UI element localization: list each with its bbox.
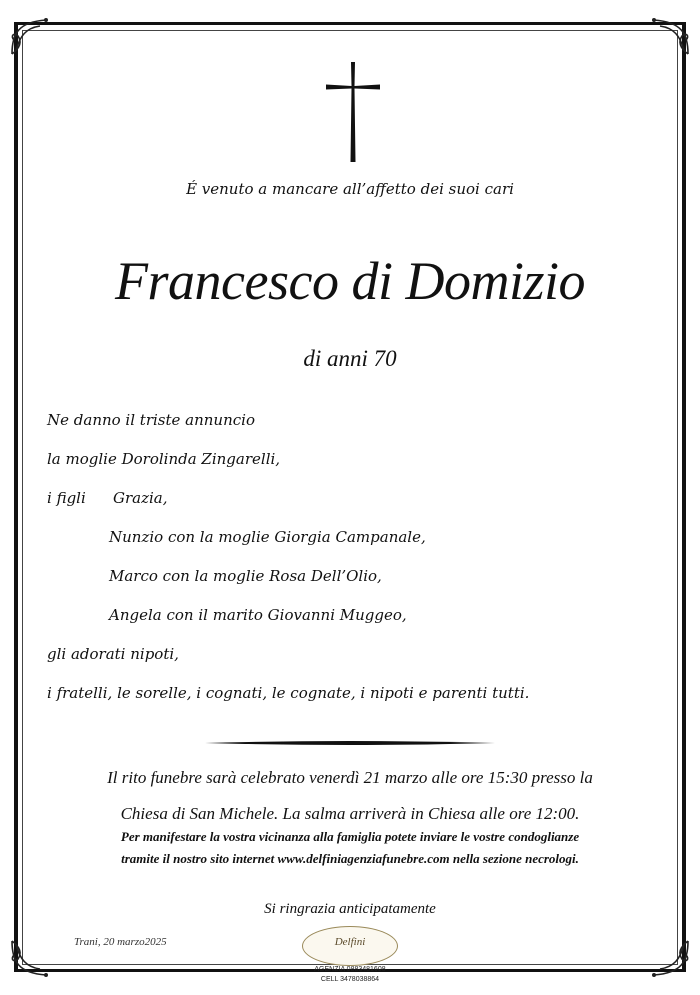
child-line: Angela con il marito Giovanni Muggeo,	[109, 606, 407, 624]
condolences-line: tramite il nostro sito internet www.delfiniagenziafunebre.com nella sezione necrologi.	[121, 851, 579, 866]
corner-ornament-icon	[6, 935, 52, 981]
grandchildren-line: gli adorati nipoti,	[47, 645, 179, 663]
child-line: Marco con la moglie Rosa Dell’Olio,	[109, 567, 382, 585]
announcement-block	[47, 410, 667, 722]
deceased-name: Francesco di Domizio	[115, 251, 585, 311]
child-name: Grazia,	[113, 489, 168, 507]
intro-text: É venuto a mancare all’affetto dei suoi cari	[186, 180, 514, 198]
children-label: i figli	[47, 489, 86, 507]
spouse-line: la moglie Dorolinda Zingarelli,	[47, 450, 281, 468]
child-line: Nunzio con la moglie Giorgia Campanale,	[109, 528, 426, 546]
corner-ornament-icon	[648, 935, 694, 981]
age-text: di anni 70	[303, 346, 397, 371]
place-date: Trani, 20 marzo2025	[74, 936, 167, 948]
divider	[205, 731, 495, 737]
children-line	[47, 488, 667, 527]
rite-line: Chiesa di San Michele. La salma arriverà in Chiesa alle ore 12:00.	[120, 804, 580, 823]
corner-ornament-icon	[648, 14, 694, 60]
condolences-line: Per manifestare la vostra vicinanza alla famiglia potete inviare le vostre condoglianze	[120, 829, 580, 844]
cross-icon	[324, 60, 382, 164]
thanks-text: Si ringrazia anticipatamente	[264, 901, 436, 917]
announcement-line: Ne danno il triste annuncio	[47, 411, 255, 429]
agency-phone: AGENZIA 0883481608	[314, 966, 386, 973]
agency-name: Delfini	[334, 936, 366, 948]
agency-mobile: CELL 3478038864	[320, 976, 380, 983]
condolences-text	[0, 826, 700, 870]
relatives-line: i fratelli, le sorelle, i cognati, le cognate, i nipoti e parenti tutti.	[47, 684, 530, 702]
corner-ornament-icon	[6, 14, 52, 60]
rite-text	[0, 760, 700, 832]
agency-logo	[302, 926, 398, 988]
rite-line: Il rito funebre sarà celebrato venerdì 21 marzo alle ore 15:30 presso la	[107, 768, 593, 787]
